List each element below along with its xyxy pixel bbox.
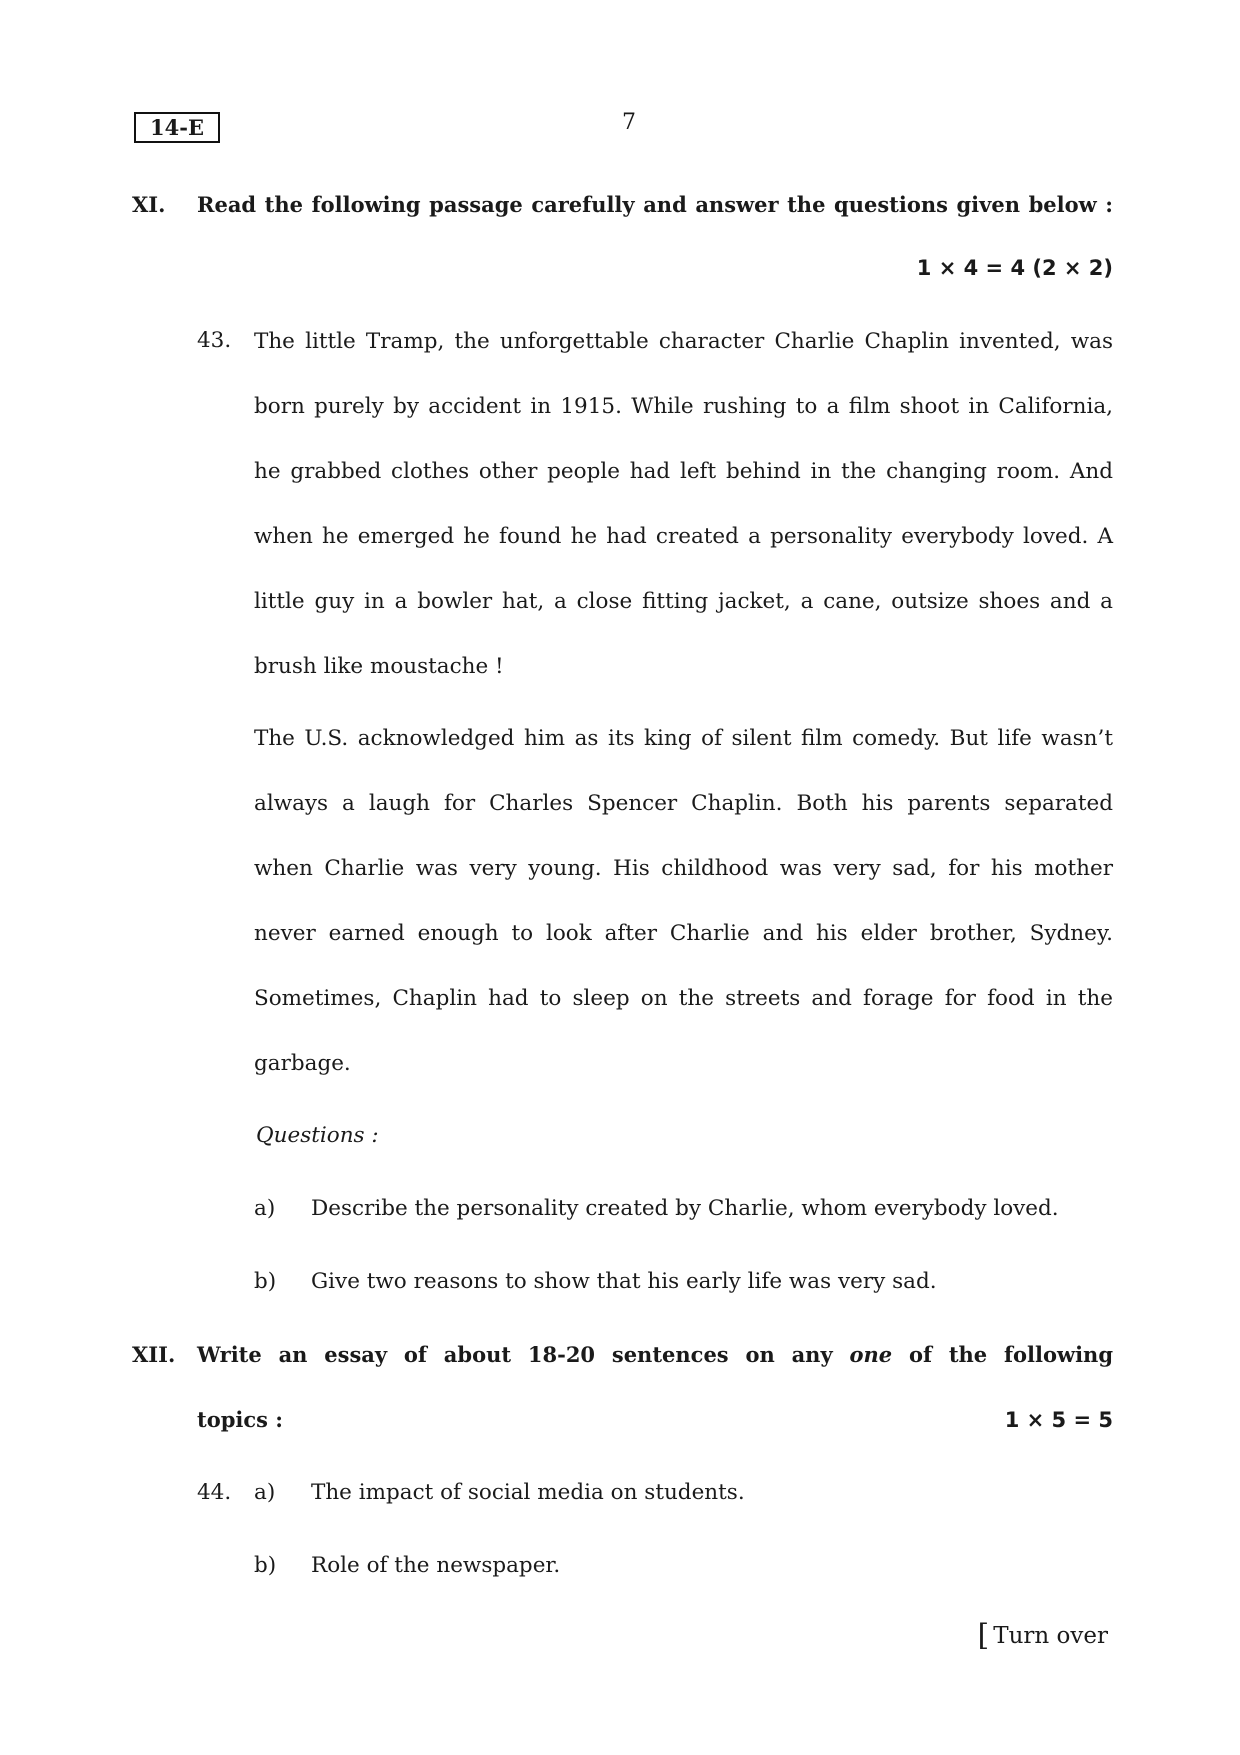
turn-over-bracket: [ [977,1618,990,1653]
passage-paragraph-1 [254,309,1113,699]
passage-line: Sometimes, Chaplin had to sleep on the streets and forage for food in the [254,986,1113,1011]
questions-label: Questions : [256,1123,379,1148]
question-a-text: Describe the personality created by Charlie, whom everybody loved. [311,1196,1059,1221]
question-b-text: Give two reasons to show that his early life was very sad. [311,1269,937,1294]
instruction-text: Write an essay of about 18-20 sentences on any [197,1342,833,1367]
section-xi-instruction: Read the following passage carefully and answer the questions given below : [197,192,1113,217]
passage-line: always a laugh for Charles Spencer Chaplin. Both his parents separated [254,791,1113,816]
passage-line: born purely by accident in 1915. While rushing to a film shoot in California, [254,394,1113,419]
topic-a-text: The impact of social media on students. [311,1480,745,1505]
section-xii-number: XII. [132,1342,176,1367]
section-xi-number: XI. [132,192,166,217]
section-xii-instruction-line2: topics : [197,1407,284,1432]
question-43-number: 43. [197,328,232,353]
passage-line: never earned enough to look after Charlie and his elder brother, Sydney. [254,921,1113,946]
topic-b-label: b) [254,1553,277,1578]
question-44-number: 44. [197,1480,232,1505]
topic-a-label: a) [254,1480,276,1505]
question-b-label: b) [254,1269,277,1294]
passage-line: The U.S. acknowledged him as its king of silent film comedy. But life wasn’t [254,726,1113,751]
passage-line: brush like moustache ! [254,654,504,679]
passage-line: when he emerged he found he had created a personality everybody loved. A [254,524,1113,549]
turn-over-note [978,1620,1108,1652]
passage-line: when Charlie was very young. His childhood was very sad, for his mother [254,856,1113,881]
section-xii-instruction [197,1340,1113,1370]
paper-code-box [134,112,220,143]
passage-line: he grabbed clothes other people had left behind in the changing room. And [254,459,1113,484]
passage-line: little guy in a bowler hat, a close fitting jacket, a cane, outsize shoes and a [254,589,1113,614]
passage-line: The little Tramp, the unforgettable character Charlie Chaplin invented, was [254,329,1113,354]
instruction-text: of the following [908,1342,1114,1367]
question-a-label: a) [254,1196,276,1221]
section-xi-marks: 1 × 4 = 4 (2 × 2) [916,256,1113,280]
section-xii-marks: 1 × 5 = 5 [1004,1408,1113,1432]
instruction-emphasis: one [849,1342,893,1367]
topic-b-text: Role of the newspaper. [311,1553,561,1578]
turn-over-text: Turn over [993,1623,1108,1649]
paper-code: 14-E [150,115,204,140]
passage-line: garbage. [254,1051,351,1076]
page-number: 7 [622,110,636,135]
passage-paragraph-2 [254,706,1113,1096]
